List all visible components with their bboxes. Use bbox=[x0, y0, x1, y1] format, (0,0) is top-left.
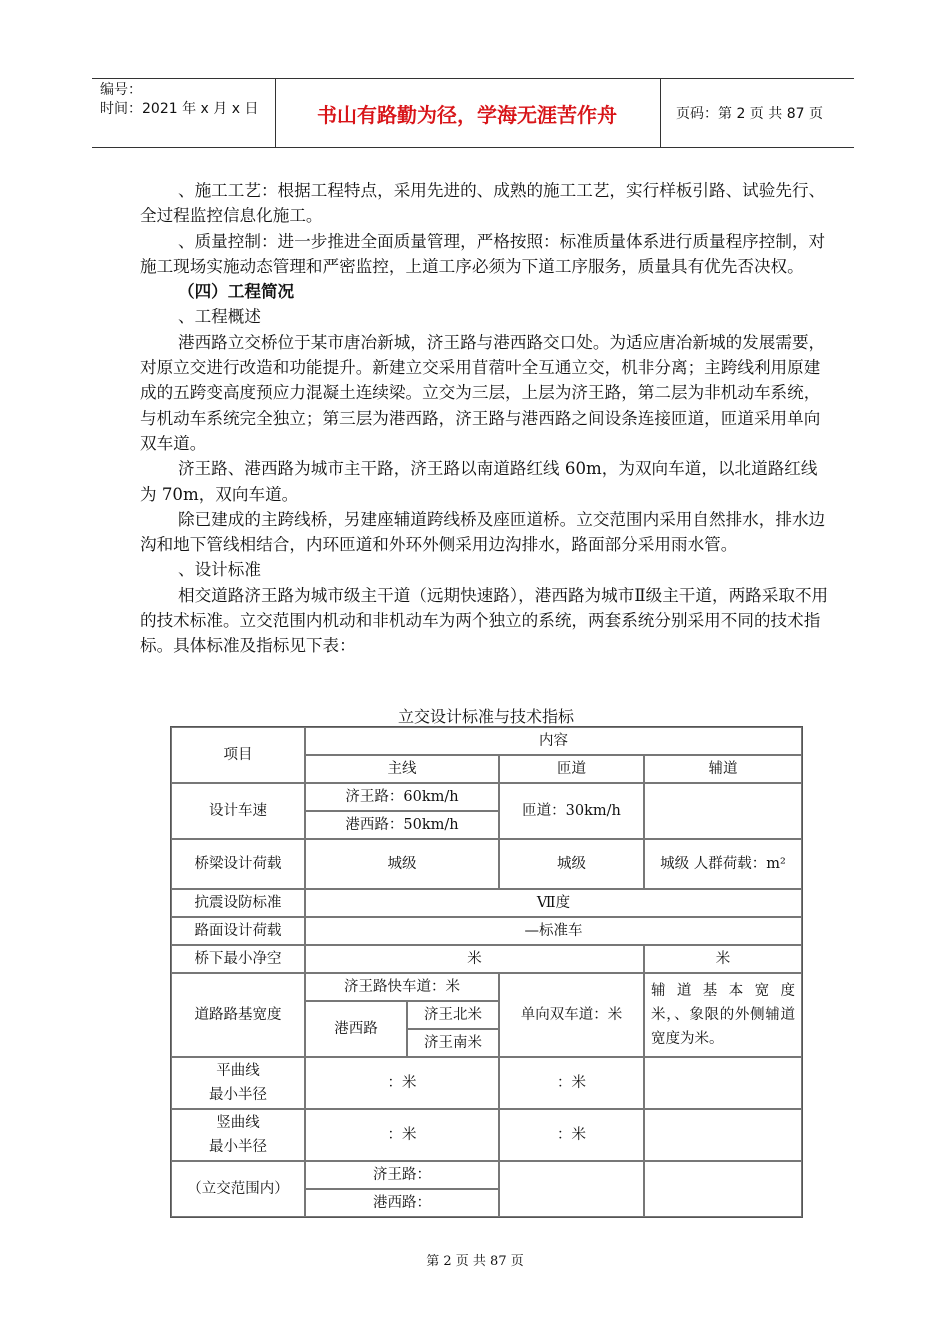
table-row bbox=[171, 917, 802, 945]
header-page-info: 页码：第 2 页 共 87 页 bbox=[676, 106, 823, 122]
paragraph: 港西路立交桥位于某市唐冶新城，济王路与港西路交口处。为适应唐冶新城的发展需要，对原立交进行改造和功能提升。新建立交采用苜蓿叶全互通立交，机非分离；主跨线利用原建成的五跨变高度预应力混凝土连续梁。立交为三层，上层为济王路，第二层为非机动车系统，与机动车系统完全独立；第三层为港西路，济王路与港西路之间设条连接匝道，匝道采用单向双车道。 bbox=[140, 332, 826, 453]
design-standards-table bbox=[170, 726, 803, 1218]
header-divider bbox=[660, 79, 661, 147]
row-label-line: 平曲线 bbox=[216, 1063, 260, 1079]
table-cell bbox=[644, 783, 802, 839]
table-row bbox=[171, 839, 802, 889]
row-label-line: 最小半径 bbox=[209, 1087, 267, 1103]
table-cell: 单向双车道：米 bbox=[499, 973, 644, 1057]
table-cell: ：米 bbox=[305, 1109, 499, 1161]
table-row bbox=[171, 889, 802, 917]
table-cell: 城级 bbox=[305, 839, 499, 889]
table-row bbox=[171, 945, 802, 973]
header-meta bbox=[100, 81, 258, 119]
row-label: 桥下最小净空 bbox=[171, 945, 305, 973]
document-body bbox=[140, 178, 832, 659]
paragraph: 相交道路济王路为城市级主干道（远期快速路），港西路为城市Ⅱ级主干道，两路采取不用的技术标准。立交范围内机动和非机动车为两个独立的系统，两套系统分别采用不同的技术指标。具体标准及指标见下表： bbox=[140, 585, 829, 656]
table-row bbox=[171, 973, 802, 1001]
table-cell bbox=[644, 1161, 802, 1217]
paragraph: 、施工工艺：根据工程特点，采用先进的、成熟的施工工艺，实行样板引路、试验先行、全过程监控信息化施工。 bbox=[140, 181, 826, 226]
table-cell: ：米 bbox=[499, 1057, 644, 1109]
row-label bbox=[171, 1057, 305, 1109]
row-label: （立交范围内） bbox=[171, 1161, 305, 1217]
header-content: 内容 bbox=[305, 727, 802, 755]
row-label bbox=[171, 1109, 305, 1161]
table-cell: 辅 道 基 本 宽 度 米，、象限的外侧辅道宽度为米。 bbox=[644, 973, 802, 1057]
table-cell: 港西路 bbox=[305, 1001, 407, 1057]
subheading: 、设计标准 bbox=[178, 560, 261, 580]
page-header bbox=[92, 78, 854, 148]
table-cell: 济王南米 bbox=[407, 1029, 499, 1057]
table-cell bbox=[644, 1057, 802, 1109]
table-row bbox=[171, 1109, 802, 1161]
table-row bbox=[171, 727, 802, 755]
table-cell: Ⅶ度 bbox=[305, 889, 802, 917]
subheading: 、工程概述 bbox=[178, 307, 261, 327]
header-item: 项目 bbox=[171, 727, 305, 783]
header-aux: 辅道 bbox=[644, 755, 802, 783]
table-cell: 港西路： bbox=[305, 1189, 499, 1217]
table-cell: 济王北米 bbox=[407, 1001, 499, 1029]
row-label: 道路路基宽度 bbox=[171, 973, 305, 1057]
table-cell: 米 bbox=[644, 945, 802, 973]
table-cell bbox=[644, 1109, 802, 1161]
row-label: 设计车速 bbox=[171, 783, 305, 839]
table-row bbox=[171, 1057, 802, 1109]
table-row bbox=[171, 1161, 802, 1189]
table-row bbox=[171, 783, 802, 811]
table-cell: 城级 bbox=[499, 839, 644, 889]
page-footer: 第 2 页 共 87 页 bbox=[426, 1254, 524, 1269]
table-cell: 济王路： bbox=[305, 1161, 499, 1189]
header-main: 主线 bbox=[305, 755, 499, 783]
table-cell: 城级 人群荷载：m² bbox=[644, 839, 802, 889]
header-ramp: 匝道 bbox=[499, 755, 644, 783]
row-label: 路面设计荷载 bbox=[171, 917, 305, 945]
doc-time-label: 时间：2021 年 x 月 x 日 bbox=[100, 101, 259, 117]
table-cell: 港西路：50km/h bbox=[305, 811, 499, 839]
table-cell: —标准车 bbox=[305, 917, 802, 945]
header-divider bbox=[275, 79, 276, 147]
table-cell: 济王路：60km/h bbox=[305, 783, 499, 811]
table-cell: ：米 bbox=[499, 1109, 644, 1161]
table-cell: ：米 bbox=[305, 1057, 499, 1109]
row-label-line: 竖曲线 bbox=[216, 1115, 260, 1131]
row-label: 桥梁设计荷载 bbox=[171, 839, 305, 889]
table-cell: 济王路快车道：米 bbox=[305, 973, 499, 1001]
paragraph: 除已建成的主跨线桥，另建座辅道跨线桥及座匝道桥。立交范围内采用自然排水，排水边沟和地下管线相结合，内环匝道和外环外侧采用边沟排水，路面部分采用雨水管。 bbox=[140, 509, 826, 555]
row-label: 抗震设防标准 bbox=[171, 889, 305, 917]
paragraph: 济王路、港西路为城市主干路，济王路以南道路红线 60m，为双向车道，以北道路红线为 70m，双向车道。 bbox=[140, 459, 818, 504]
table-caption: 立交设计标准与技术指标 bbox=[397, 707, 574, 726]
doc-code-label: 编号： bbox=[100, 82, 142, 98]
table-cell bbox=[499, 1161, 644, 1217]
table-cell: 匝道：30km/h bbox=[499, 783, 644, 839]
table-cell: 米 bbox=[305, 945, 644, 973]
paragraph: 、质量控制：进一步推进全面质量管理，严格按照：标准质量体系进行质量程序控制，对施工现场实施动态管理和严密监控，上道工序必须为下道工序服务，质量具有优先否决权。 bbox=[140, 231, 826, 276]
section-title: （四）工程简况 bbox=[178, 281, 295, 302]
row-label-line: 最小半径 bbox=[209, 1139, 267, 1155]
header-slogan: 书山有路勤为径，学海无涯苦作舟 bbox=[317, 103, 617, 127]
